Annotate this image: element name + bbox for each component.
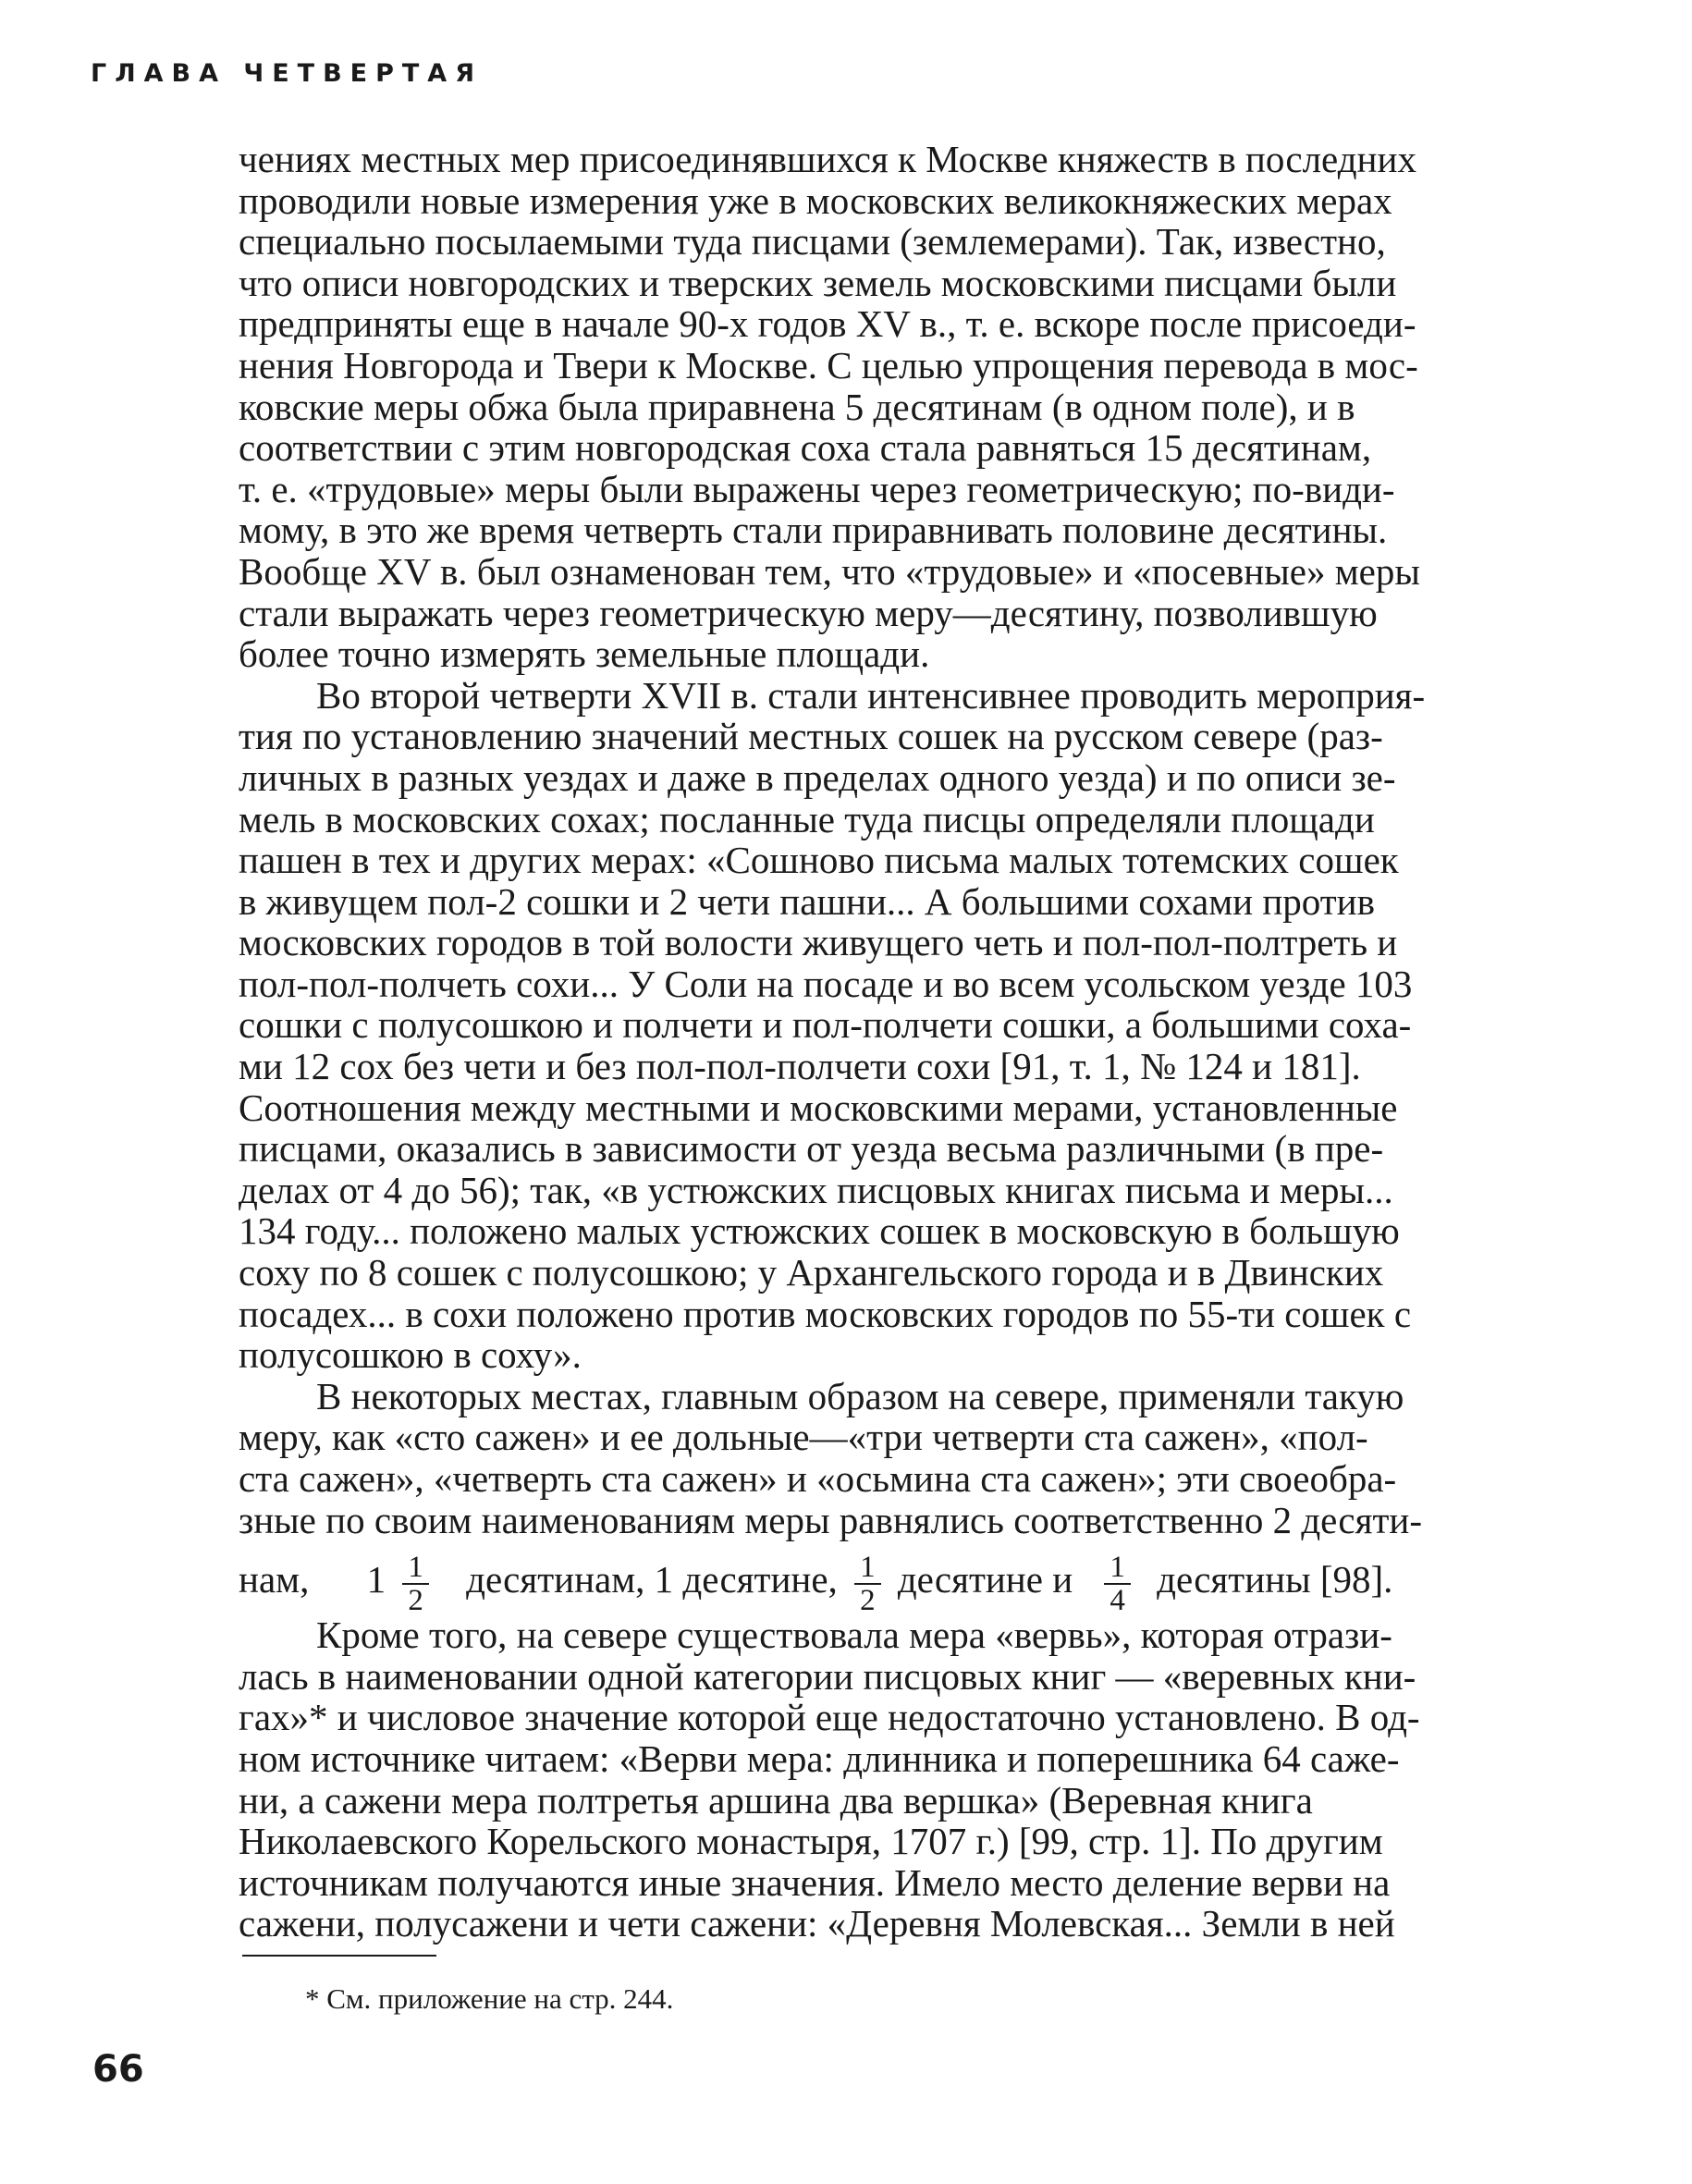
fraction-line bbox=[239, 1542, 1609, 1616]
text-line: источникам получаются иные значения. Имело место деление верви на bbox=[239, 1860, 1391, 1904]
text-line: соответствии с этим новгородская соха стала равняться 15 десятинам, bbox=[239, 426, 1372, 470]
fraction-one-half-b bbox=[854, 1552, 881, 1616]
text-line: ковские меры обжа была приравнена 5 десятинам (в одном поле), и в bbox=[239, 385, 1355, 428]
running-head: ГЛАВА ЧЕТВЕРТАЯ bbox=[91, 59, 483, 88]
text-line: ста сажен», «четверть ста сажен» и «осьмина ста сажен»; эти своеобра- bbox=[239, 1457, 1397, 1500]
fraction-line-text-c: десятине и bbox=[897, 1558, 1073, 1601]
text-line: ном источнике читаем: «Верви мера: длинника и поперешника 64 саже- bbox=[239, 1736, 1400, 1780]
text-line: соху по 8 сошек с полусошкою; у Архангельского города и в Двинских bbox=[239, 1251, 1384, 1294]
text-line: мому, в это же время четверть стали приравнивать половине десятины. bbox=[239, 509, 1388, 552]
fraction-denominator: 2 bbox=[860, 1583, 876, 1617]
fraction-denominator: 2 bbox=[408, 1583, 423, 1617]
fraction-one-half-a bbox=[402, 1552, 429, 1616]
text-line: Соотношения между местными и московскими мерами, установленные bbox=[239, 1086, 1398, 1129]
text-line: специально посылаемыми туда писцами (землемерами). Так, известно, bbox=[239, 220, 1386, 264]
text-line: зные по своим наименованиям меры равнялись соответственно 2 десяти- bbox=[239, 1498, 1422, 1541]
page-number: 66 bbox=[92, 2048, 144, 2091]
text-line: сошки с полусошкою и полчети и пол-полчети сошки, а большими соха- bbox=[239, 1003, 1412, 1047]
text-line: более точно измерять земельные площади. bbox=[239, 632, 930, 676]
text-line: в живущем пол-2 сошки и 2 чети пашни... А большими сохами против bbox=[239, 879, 1375, 923]
text-line: мель в московских сохах; посланные туда писцы определяли площади bbox=[239, 797, 1375, 840]
paragraph-1 bbox=[239, 139, 1609, 675]
text-line: тия по установлению значений местных сошек на русском севере (раз- bbox=[239, 715, 1383, 758]
fraction-numerator: 1 bbox=[1104, 1552, 1131, 1585]
text-line: делах от 4 до 56); так, «в устюжских писцовых книгах письма и меры... bbox=[239, 1168, 1393, 1211]
text-line: предприняты еще в начале 90-х годов XV в., т. е. вскоре после присоеди- bbox=[239, 302, 1416, 346]
text-line: т. е. «трудовые» меры были выражены через геометрическую; по-види- bbox=[239, 467, 1395, 510]
text-line: лась в наименовании одной категории писцовых книг — «веревных кни- bbox=[239, 1654, 1416, 1698]
footnote-divider bbox=[242, 1955, 436, 1957]
footnote: * См. приложение на стр. 244. bbox=[305, 1982, 674, 2015]
text-line: пашен в тех и других мерах: «Сошново письма малых тотемских сошек bbox=[239, 839, 1399, 882]
text-line: стали выражать через геометрическую меру—десятину, позволившую bbox=[239, 591, 1378, 634]
text-line: московских городов в той волости живущего четь и пол-пол-полтреть и bbox=[239, 921, 1398, 964]
fraction-numerator: 1 bbox=[854, 1552, 881, 1585]
text-line: Кроме того, на севере существовала мера «вервь», которая отрази- bbox=[316, 1613, 1392, 1657]
text-line: Вообще XV в. был ознаменован тем, что «трудовые» и «посевные» меры bbox=[239, 549, 1420, 593]
text-line: личных в разных уездах и даже в пределах одного уезда) и по описи зе- bbox=[239, 755, 1396, 799]
fraction-one-quarter bbox=[1104, 1552, 1131, 1616]
text-line: В некоторых местах, главным образом на севере, применяли такую bbox=[316, 1374, 1404, 1417]
mixed-number-whole: 1 bbox=[366, 1558, 386, 1601]
text-line: 134 году... положено малых устюжских сошек в московскую в большую bbox=[239, 1209, 1400, 1253]
text-line: полусошкою в соху». bbox=[239, 1333, 582, 1377]
text-line: что описи новгородских и тверских земель московскими писцами были bbox=[239, 261, 1397, 304]
fraction-numerator: 1 bbox=[402, 1552, 429, 1585]
fraction-line-text-a: нам, bbox=[239, 1558, 310, 1601]
text-line: чениях местных мер присоединявшихся к Москве княжеств в последних bbox=[239, 138, 1416, 180]
text-line: ни, а сажени мера полтретья аршина два вершка» (Веревная книга bbox=[239, 1778, 1313, 1822]
text-line: нения Новгорода и Твери к Москве. С целью упрощения перевода в мос- bbox=[239, 343, 1418, 386]
fraction-denominator: 4 bbox=[1110, 1583, 1125, 1617]
fraction-line-text-d: десятины [98]. bbox=[1157, 1558, 1393, 1601]
text-line: посадех... в сохи положено против московских городов по 55-ти сошек с bbox=[239, 1292, 1412, 1335]
paragraph-4 bbox=[239, 1614, 1609, 1945]
text-line: меру, как «сто сажен» и ее дольные—«три четверти ста сажен», «пол- bbox=[239, 1416, 1368, 1459]
fraction-line-text-b: десятинам, 1 десятине, bbox=[466, 1558, 838, 1601]
paragraph-3 bbox=[239, 1376, 1609, 1616]
main-text bbox=[239, 139, 1609, 1945]
text-line: гах»* и числовое значение которой еще недостаточно установлено. В од- bbox=[239, 1696, 1420, 1739]
text-line: ми 12 сох без чети и без пол-пол-полчети сохи [91, т. 1, № 124 и 181]. bbox=[239, 1045, 1361, 1088]
text-line: Николаевского Корельского монастыря, 1707 г.) [99, стр. 1]. По другим bbox=[239, 1820, 1383, 1863]
text-line: Во второй четверти XVII в. стали интенсивнее проводить мероприя- bbox=[316, 673, 1426, 717]
text-line: пол-пол-полчеть сохи... У Соли на посаде и во всем усольском уезде 103 bbox=[239, 962, 1413, 1005]
text-line: сажени, полусажени и чети сажени: «Деревня Молевская... Земли в ней bbox=[239, 1902, 1395, 1945]
text-line: писцами, оказались в зависимости от уезда весьма различными (в пре- bbox=[239, 1127, 1384, 1171]
paragraph-2 bbox=[239, 675, 1609, 1376]
text-line: проводили новые измерения уже в московских великокняжеских мерах bbox=[239, 178, 1392, 222]
